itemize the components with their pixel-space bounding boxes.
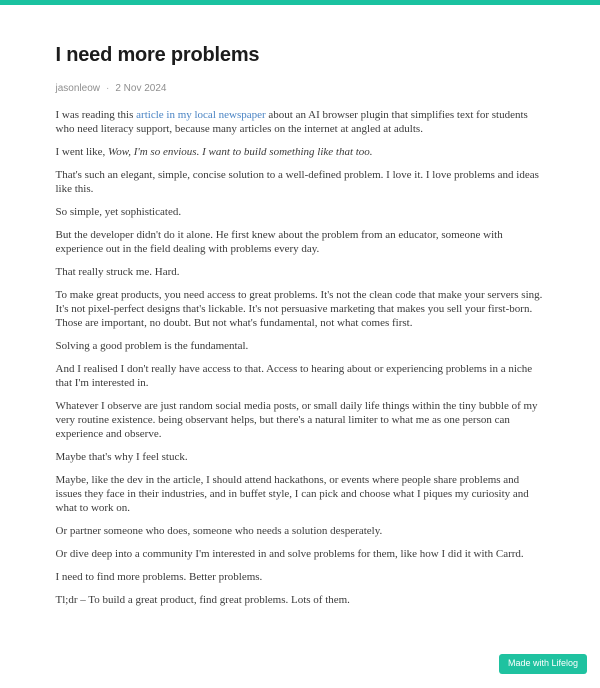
page-title: I need more problems: [55, 44, 260, 66]
text-segment: Maybe that's why I feel stuck.: [55, 451, 188, 463]
text-segment: Solving a good problem is the fundamental.: [55, 340, 249, 352]
byline: [56, 83, 545, 94]
text-segment: But the developer didn't do it alone. He first knew about the problem from an educator, someone with experience out in the field dealing with problems every day.: [55, 229, 503, 255]
text-segment: That really struck me. Hard.: [55, 266, 180, 278]
text-segment: So simple, yet sophisticated.: [55, 206, 182, 218]
paragraph: [56, 593, 545, 607]
paragraph: [56, 288, 545, 330]
text-segment: And I realised I don't really have access to that. Access to hearing about or experiencing problems in a niche that I'm interested in.: [55, 363, 533, 389]
paragraph: [56, 108, 545, 136]
italic-text: Wow, I'm so envious. I want to build something like that too.: [108, 146, 373, 158]
post-body: [56, 108, 545, 607]
paragraph: [56, 145, 545, 159]
text-segment: Or dive deep into a community I'm interested in and solve problems for them, like how I did it with Carrd.: [55, 548, 524, 560]
paragraph: [56, 450, 545, 464]
paragraph: [56, 265, 545, 279]
text-segment: That's such an elegant, simple, concise solution to a well-defined problem. I love it. I love problems and ideas like this.: [55, 169, 539, 195]
paragraph: [56, 205, 545, 219]
author-name: jasonleow: [55, 83, 100, 94]
text-segment: I need to find more problems. Better problems.: [55, 571, 263, 583]
paragraph: [56, 362, 545, 390]
paragraph: [56, 399, 545, 441]
paragraph: [56, 168, 545, 196]
text-segment: I was reading this: [55, 109, 137, 121]
text-segment: I went like,: [55, 146, 109, 158]
paragraph: [56, 524, 545, 538]
paragraph: [56, 473, 545, 515]
text-segment: Whatever I observe are just random social media posts, or small daily life things within the tiny bubble of my very routine existence. being observant helps, but there's a natural limiter to what me as one person can experience and observe.: [55, 400, 538, 440]
post-container: [56, 5, 545, 607]
paragraph: [56, 339, 545, 353]
paragraph: [56, 547, 545, 561]
byline-separator: ·: [105, 83, 110, 94]
text-segment: about an AI browser plugin that simplifies text for students who need literacy support, because many articles on the internet at angled at adults.: [55, 109, 528, 135]
text-segment: Tl;dr – To build a great product, find great problems. Lots of them.: [55, 594, 350, 606]
text-segment: Maybe, like the dev in the article, I should attend hackathons, or events where people share problems and issues they face in their industries, and in buffet style, I can pick and choose what I piques my curiosity and what to work on.: [55, 474, 529, 514]
post-date: 2 Nov 2024: [115, 83, 167, 94]
text-segment: Or partner someone who does, someone who needs a solution desperately.: [55, 525, 383, 537]
paragraph: [56, 570, 545, 584]
text-segment: To make great products, you need access to great problems. It's not the clean code that make your servers sing. It's not pixel-perfect designs that's lickable. It's not persuasive marketing that makes you sell your first-born. Those are important, no doubt. But not what's fundamental, not what comes first.: [55, 289, 543, 329]
paragraph: [56, 228, 545, 256]
article-link[interactable]: article in my local newspaper: [136, 109, 266, 121]
made-with-lifelog-badge[interactable]: Made with Lifelog: [499, 654, 587, 674]
